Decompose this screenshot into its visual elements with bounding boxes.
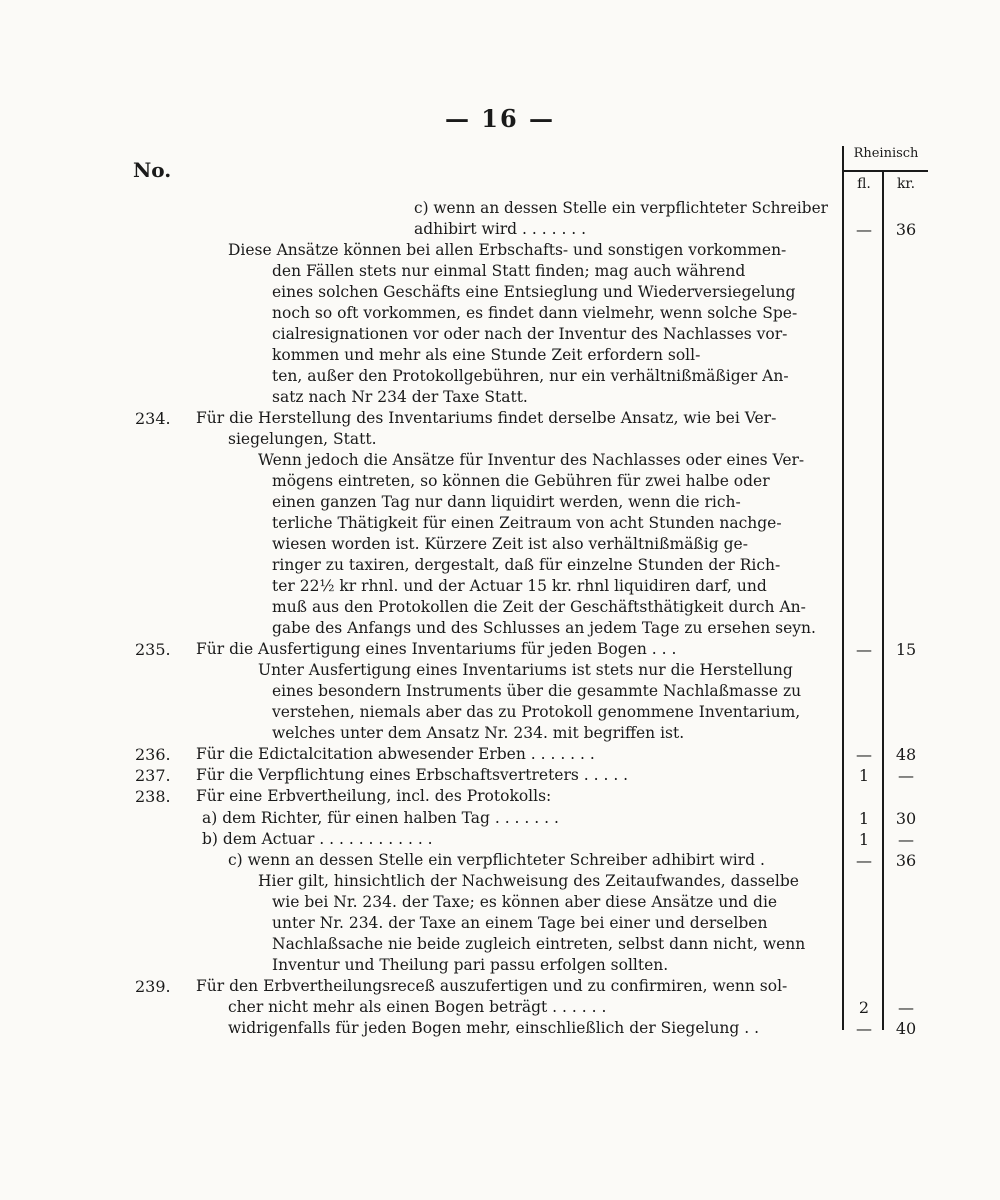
line-text: Für die Verpflichtung eines Erbschaftsvertreters . . . . . [196, 766, 629, 784]
tariff-line [0, 240, 1000, 261]
tariff-line [0, 1018, 1000, 1039]
tariff-line [0, 660, 1000, 681]
tariff-line [0, 408, 1000, 429]
tariff-line [0, 597, 1000, 618]
kreuzer-value: 15 [895, 640, 917, 659]
line-text: welches unter dem Ansatz Nr. 234. mit begriffen ist. [272, 724, 685, 742]
gulden-value: 1 [858, 830, 870, 849]
tariff-line [0, 955, 1000, 976]
entry-number: 235. [135, 640, 171, 659]
gulden-value: 1 [858, 766, 870, 785]
kreuzer-value: 30 [895, 809, 917, 828]
line-text: a) dem Richter, für einen halben Tag . . . . . . . [202, 809, 559, 827]
tariff-line [0, 786, 1000, 807]
tariff-line [0, 198, 1000, 219]
gulden-value: — [856, 1019, 872, 1038]
gulden-value: 1 [858, 809, 870, 828]
line-text: unter Nr. 234. der Taxe an einem Tage bei einer und derselben [272, 914, 768, 932]
tariff-line [0, 723, 1000, 744]
line-text: Für eine Erbvertheilung, incl. des Protokolls: [196, 787, 552, 805]
tariff-line [0, 871, 1000, 892]
tariff-line [0, 681, 1000, 702]
tariff-line [0, 913, 1000, 934]
line-text: Wenn jedoch die Ansätze für Inventur des Nachlasses oder eines Ver- [258, 451, 805, 469]
kreuzer-value: 36 [895, 220, 917, 239]
tariff-line [0, 450, 1000, 471]
page-number: — 16 — [444, 104, 556, 133]
line-text: terliche Thätigkeit für einen Zeitraum von acht Stunden nachge- [272, 514, 782, 532]
entry-number: 238. [135, 787, 171, 806]
kreuzer-value: 48 [895, 745, 917, 764]
line-text: mögens eintreten, so können die Gebühren für zwei halbe oder [272, 472, 770, 490]
line-text: c) wenn an dessen Stelle ein verpflichteter Schreiber adhibirt wird . [228, 851, 765, 869]
tariff-line [0, 366, 1000, 387]
line-text: ten, außer den Protokollgebühren, nur ein verhältnißmäßiger An- [272, 367, 789, 385]
tariff-line [0, 303, 1000, 324]
entry-number: 236. [135, 745, 171, 764]
tariff-line [0, 387, 1000, 408]
line-text: Unter Ausfertigung eines Inventariums ist stets nur die Herstellung [258, 661, 793, 679]
tariff-line [0, 934, 1000, 955]
line-text: cher nicht mehr als einen Bogen beträgt . . . . . . [228, 998, 607, 1016]
tariff-line [0, 765, 1000, 786]
line-text: adhibirt wird . . . . . . . [414, 220, 587, 238]
line-text: eines solchen Geschäfts eine Entsieglung und Wiederversiegelung [272, 283, 796, 301]
gulden-value: — [856, 745, 872, 764]
tariff-line [0, 639, 1000, 660]
kreuzer-value: — [898, 766, 914, 785]
line-text: noch so oft vorkommen, es findet dann vielmehr, wenn solche Spe- [272, 304, 798, 322]
line-text: eines besondern Instruments über die gesammte Nachlaßmasse zu [272, 682, 802, 700]
line-text: Hier gilt, hinsichtlich der Nachweisung des Zeitaufwandes, dasselbe [258, 872, 799, 890]
tariff-line [0, 997, 1000, 1018]
currency-header: Rheinisch [853, 146, 919, 161]
line-text: ter 22½ kr rhnl. und der Actuar 15 kr. rhnl liquidiren darf, und [272, 577, 767, 595]
line-text: satz nach Nr 234 der Taxe Statt. [272, 388, 528, 406]
kreuzer-value: 40 [895, 1019, 917, 1038]
tariff-line [0, 513, 1000, 534]
line-text: kommen und mehr als eine Stunde Zeit erfordern soll- [272, 346, 701, 364]
tariff-line [0, 976, 1000, 997]
entry-number: 237. [135, 766, 171, 785]
tariff-line [0, 345, 1000, 366]
tariff-line [0, 576, 1000, 597]
line-text: wiesen worden ist. Kürzere Zeit ist also verhältnißmäßig ge- [272, 535, 748, 553]
entry-number: 239. [135, 977, 171, 996]
tariff-line [0, 492, 1000, 513]
kreuzer-value: 36 [895, 851, 917, 870]
gulden-value: — [856, 851, 872, 870]
line-text: ringer zu taxiren, dergestalt, daß für einzelne Stunden der Rich- [272, 556, 781, 574]
tariff-line [0, 219, 1000, 240]
line-text: wie bei Nr. 234. der Taxe; es können aber diese Ansätze und die [272, 893, 778, 911]
tariff-line [0, 829, 1000, 850]
tariff-line [0, 282, 1000, 303]
tariff-line [0, 471, 1000, 492]
tariff-line [0, 429, 1000, 450]
kreuzer-value: — [898, 830, 914, 849]
line-text: muß aus den Protokollen die Zeit der Geschäftsthätigkeit durch An- [272, 598, 806, 616]
tariff-line [0, 534, 1000, 555]
line-text: siegelungen, Statt. [228, 430, 377, 448]
line-text: Für die Herstellung des Inventariums findet derselbe Ansatz, wie bei Ver- [196, 409, 777, 427]
gulden-value: — [856, 220, 872, 239]
line-text: den Fällen stets nur einmal Statt finden; mag auch während [272, 262, 746, 280]
kreuzer-value: — [898, 998, 914, 1017]
entry-number: 234. [135, 409, 171, 428]
tariff-line [0, 261, 1000, 282]
line-text: Für die Edictalcitation abwesender Erben . . . . . . . [196, 745, 595, 763]
tariff-line [0, 555, 1000, 576]
tariff-line [0, 324, 1000, 345]
gulden-value: — [856, 640, 872, 659]
line-text: c) wenn an dessen Stelle ein verpflichteter Schreiber [414, 199, 828, 217]
line-text: Diese Ansätze können bei allen Erbschafts- und sonstigen vorkommen- [228, 241, 787, 259]
line-text: Für den Erbvertheilungsreceß auszufertigen und zu confirmiren, wenn sol- [196, 977, 788, 995]
line-text: widrigenfalls für jeden Bogen mehr, einschließlich der Siegelung . . [228, 1019, 760, 1037]
line-text: Inventur und Theilung pari passu erfolgen sollten. [272, 956, 669, 974]
line-text: einen ganzen Tag nur dann liquidirt werden, wenn die rich- [272, 493, 741, 511]
line-text: gabe des Anfangs und des Schlusses an jedem Tage zu ersehen seyn. [272, 619, 816, 637]
line-text: cialresignationen vor oder nach der Inventur des Nachlasses vor- [272, 325, 788, 343]
tariff-line [0, 702, 1000, 723]
gulden-value: 2 [858, 998, 870, 1017]
tariff-line [0, 850, 1000, 871]
line-text: Nachlaßsache nie beide zugleich eintreten, selbst dann nicht, wenn [272, 935, 806, 953]
tariff-line [0, 892, 1000, 913]
tariff-line [0, 808, 1000, 829]
tariff-line [0, 744, 1000, 765]
kreuzer-column-header: kr. [896, 176, 916, 192]
tariff-line [0, 618, 1000, 639]
gulden-column-header: fl. [857, 176, 871, 192]
line-text: Für die Ausfertigung eines Inventariums für jeden Bogen . . . [196, 640, 677, 658]
line-text: verstehen, niemals aber das zu Protokoll genommene Inventarium, [272, 703, 801, 721]
line-text: b) dem Actuar . . . . . . . . . . . . [202, 830, 433, 848]
number-column-header: No. [133, 158, 172, 182]
